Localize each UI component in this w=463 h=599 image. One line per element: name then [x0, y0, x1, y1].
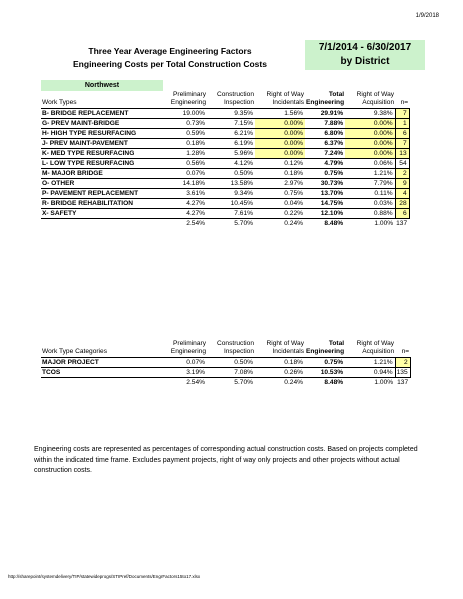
categories-heading: Work Type Categories [41, 348, 159, 357]
count-value: 9 [395, 178, 409, 188]
prelim-value: 4.27% [159, 208, 207, 218]
col-constr-1: Construction [216, 91, 254, 98]
count-value: 28 [395, 198, 409, 208]
row-label: J- PREV MAINT-PAVEMENT [41, 138, 159, 148]
row-incidentals-value: 0.75% [255, 188, 305, 198]
count-value: 7 [395, 138, 409, 148]
total-value: 0.75% [305, 168, 345, 178]
prelim-value: 0.56% [159, 158, 207, 168]
cat-summary-prelim: 2.54% [186, 378, 205, 386]
period-range: 7/1/2014 - 6/30/2017 [318, 42, 412, 53]
categories-summary-row [41, 377, 410, 387]
total-value: 14.75% [305, 198, 345, 208]
cat-summary-row: 0.24% [284, 378, 303, 386]
constr-value: 6.19% [207, 138, 255, 148]
row-incidentals-value: 0.22% [255, 208, 305, 218]
col-constr-2: Inspection [207, 99, 255, 108]
total-value: 0.75% [305, 357, 345, 367]
prelim-value: 19.00% [159, 108, 207, 118]
count-value: 54 [395, 158, 409, 168]
work-type-row [41, 198, 409, 208]
constr-value: 7.61% [207, 208, 255, 218]
title-line-2: Engineering Costs per Total Construction Costs [73, 59, 267, 69]
work-type-row [41, 168, 409, 178]
count-value: 6 [395, 208, 409, 218]
period-subtitle: by District [340, 56, 390, 67]
row-acquisition-value: 0.11% [345, 188, 395, 198]
constr-value: 9.34% [207, 188, 255, 198]
prelim-value: 0.59% [159, 128, 207, 138]
work-types-heading: Work Types [41, 99, 159, 108]
row-acquisition-value: 7.79% [345, 178, 395, 188]
work-types-table [41, 90, 410, 228]
cat-summary-n: 137 [397, 378, 409, 386]
period-banner [305, 40, 425, 70]
cat-col-prelim-1: Preliminary [173, 340, 206, 347]
row-label: G- PREV MAINT-BRIDGE [41, 118, 159, 128]
cat-col-acq-2: Acquisition [345, 348, 395, 357]
row-incidentals-value: 0.00% [255, 118, 305, 128]
col-prelim-2: Engineering [159, 99, 207, 108]
count-value: 7 [395, 108, 409, 118]
constr-value: 7.15% [207, 118, 255, 128]
row-acquisition-value: 1.21% [345, 168, 395, 178]
work-type-row [41, 118, 409, 128]
row-label: M- MAJOR BRIDGE [41, 168, 159, 178]
summary-prelim: 2.54% [186, 219, 205, 227]
total-value: 7.88% [305, 118, 345, 128]
cat-col-prelim-2: Engineering [159, 348, 207, 357]
row-acquisition-value: 9.38% [345, 108, 395, 118]
row-acquisition-value: 1.21% [345, 357, 395, 367]
constr-value: 6.21% [207, 128, 255, 138]
row-label: B- BRIDGE REPLACEMENT [41, 108, 159, 118]
count-value: 135 [395, 367, 410, 377]
row-label: R- BRIDGE REHABILITATION [41, 198, 159, 208]
district-label: Northwest [41, 80, 163, 91]
header-row-bottom [41, 99, 409, 108]
summary-n: 137 [396, 219, 408, 227]
total-value: 13.70% [305, 188, 345, 198]
total-value: 30.73% [305, 178, 345, 188]
cat-summary-constr: 5.70% [234, 378, 253, 386]
row-acquisition-value: 0.06% [345, 158, 395, 168]
row-label: L- LOW TYPE RESURFACING [41, 158, 159, 168]
report-title [60, 45, 280, 71]
total-value: 10.53% [305, 367, 345, 377]
row-label: TCOS [41, 367, 159, 377]
summary-row: 0.24% [284, 219, 303, 227]
prelim-value: 0.18% [159, 138, 207, 148]
row-incidentals-value: 0.18% [255, 168, 305, 178]
count-value: 2 [395, 357, 410, 367]
row-label: H- HIGH TYPE RESURFACING [41, 128, 159, 138]
row-incidentals-value: 0.04% [255, 198, 305, 208]
col-n: n= [395, 99, 409, 108]
total-value: 6.37% [305, 138, 345, 148]
cat-col-total-2: Engineering [306, 348, 345, 356]
col-total-1: Total [328, 91, 345, 98]
report-date: 1/9/2018 [415, 13, 439, 19]
count-value: 6 [395, 128, 409, 138]
total-value: 4.79% [305, 158, 345, 168]
row-acquisition-value: 0.03% [345, 198, 395, 208]
work-types-summary-row [41, 218, 409, 228]
total-value: 29.91% [305, 108, 345, 118]
row-incidentals-value: 1.56% [255, 108, 305, 118]
col-row-1: Right of Way [266, 91, 304, 98]
work-type-row [41, 188, 409, 198]
prelim-value: 0.73% [159, 118, 207, 128]
cat-col-row-1: Right of Way [266, 340, 304, 347]
source-path: http://sharepoint/systemdelivery/TIP/statewideprogs/STIPref/Documents/EngrFactors15to17.xlsx [8, 574, 201, 579]
col-row-2: Incidentals [255, 99, 305, 108]
work-type-row [41, 208, 409, 218]
summary-acq: 1.00% [374, 219, 394, 227]
col-prelim-1: Preliminary [173, 91, 206, 98]
row-incidentals-value: 0.00% [255, 148, 305, 158]
cat-col-row-2: Incidentals [255, 348, 305, 357]
constr-value: 0.50% [207, 168, 255, 178]
constr-value: 13.58% [207, 178, 255, 188]
cat-col-acq-1: Right of Way [356, 340, 395, 347]
count-value: 1 [395, 118, 409, 128]
row-acquisition-value: 0.00% [345, 138, 395, 148]
cat-col-n: n= [395, 348, 410, 357]
cat-header-row-top [41, 339, 410, 348]
row-incidentals-value: 0.00% [255, 138, 305, 148]
row-acquisition-value: 0.00% [345, 148, 395, 158]
prelim-value: 14.18% [159, 178, 207, 188]
work-type-row [41, 138, 409, 148]
row-acquisition-value: 0.88% [345, 208, 395, 218]
row-label: X- SAFETY [41, 208, 159, 218]
prelim-value: 3.19% [159, 367, 207, 377]
row-incidentals-value: 0.26% [255, 367, 305, 377]
col-acq-1: Right of Way [356, 91, 395, 98]
constr-value: 10.45% [207, 198, 255, 208]
row-acquisition-value: 0.00% [345, 118, 395, 128]
prelim-value: 1.28% [159, 148, 207, 158]
footnote: Engineering costs are represented as percentages of corresponding actual construction costs. Based on projects completed within the indicated time frame. Excludes payment projects, right of way only projects and other projects without actual construction costs. [34, 446, 418, 474]
constr-value: 5.96% [207, 148, 255, 158]
constr-value: 7.08% [207, 367, 255, 377]
prelim-value: 4.27% [159, 198, 207, 208]
work-type-row [41, 148, 409, 158]
cat-summary-acq: 1.00% [374, 378, 394, 386]
work-type-categories-table [41, 339, 411, 387]
prelim-value: 0.07% [159, 168, 207, 178]
header-row-top [41, 90, 409, 99]
row-acquisition-value: 0.94% [345, 367, 395, 377]
col-acq-2: Acquisition [345, 99, 395, 108]
category-row [41, 357, 410, 367]
cat-col-total-1: Total [328, 340, 345, 347]
work-type-row [41, 178, 409, 188]
row-label: P- PAVEMENT REPLACEMENT [41, 188, 159, 198]
cat-col-constr-1: Construction [216, 340, 254, 347]
row-incidentals-value: 0.00% [255, 128, 305, 138]
row-label: O- OTHER [41, 178, 159, 188]
row-label: K- MED TYPE RESURFACING [41, 148, 159, 158]
title-line-1: Three Year Average Engineering Factors [88, 46, 252, 56]
cat-header-row-bottom [41, 348, 410, 357]
work-type-row [41, 108, 409, 118]
row-acquisition-value: 0.00% [345, 128, 395, 138]
work-type-row [41, 158, 409, 168]
total-value: 7.24% [305, 148, 345, 158]
constr-value: 4.12% [207, 158, 255, 168]
summary-constr: 5.70% [234, 219, 253, 227]
cat-col-constr-2: Inspection [207, 348, 255, 357]
count-value: 2 [395, 168, 409, 178]
cat-summary-total: 8.48% [324, 378, 344, 386]
count-value: 4 [395, 188, 409, 198]
total-value: 12.10% [305, 208, 345, 218]
category-row [41, 367, 410, 377]
row-label: MAJOR PROJECT [41, 357, 159, 367]
work-type-row [41, 128, 409, 138]
constr-value: 9.35% [207, 108, 255, 118]
total-value: 6.80% [305, 128, 345, 138]
summary-total: 8.48% [324, 219, 344, 227]
prelim-value: 3.61% [159, 188, 207, 198]
row-incidentals-value: 0.18% [255, 357, 305, 367]
col-total-2: Engineering [306, 99, 345, 107]
prelim-value: 0.07% [159, 357, 207, 367]
count-value: 13 [395, 148, 409, 158]
row-incidentals-value: 0.12% [255, 158, 305, 168]
constr-value: 0.50% [207, 357, 255, 367]
row-incidentals-value: 2.97% [255, 178, 305, 188]
